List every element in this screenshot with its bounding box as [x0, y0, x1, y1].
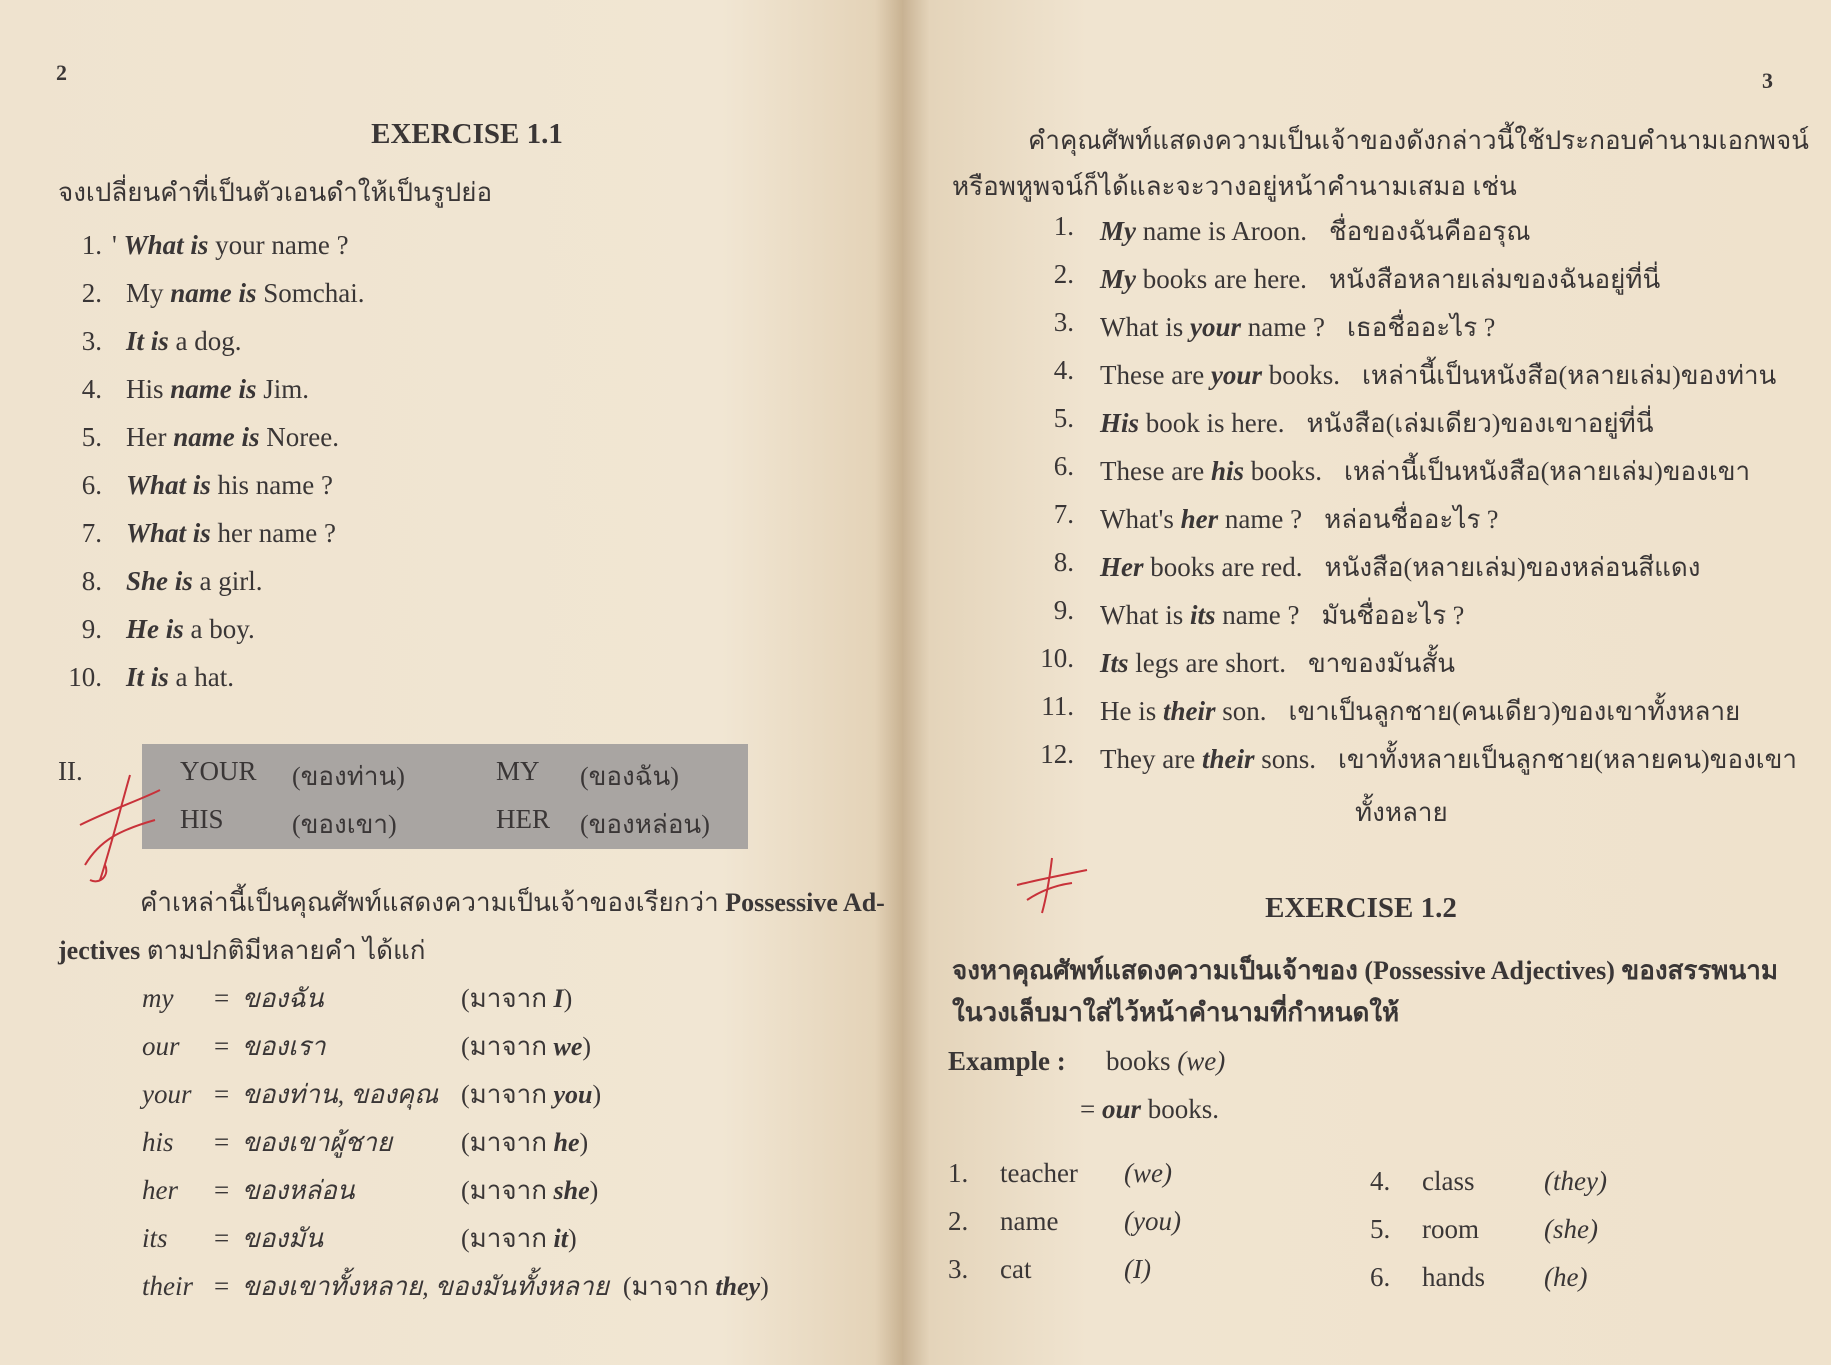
- item-number: 1.: [81, 230, 102, 260]
- text-run: What is: [1100, 600, 1190, 630]
- example-thai: เหล่านี้เป็นหนังสือ(หลายเล่ม)ของท่าน: [1361, 361, 1777, 390]
- example-number: 5.: [1053, 403, 1074, 433]
- example-number: 11.: [1041, 691, 1074, 721]
- text-run: name is: [170, 374, 257, 404]
- example-text: [1100, 552, 1302, 583]
- text-run: It is: [126, 662, 169, 692]
- exercise-number: 4.: [1370, 1166, 1391, 1196]
- text-run: (มาจาก: [461, 1176, 554, 1205]
- example-text: [1100, 360, 1340, 391]
- text-run: What is: [126, 470, 211, 500]
- example-thai: เธอชื่ออะไร ?: [1346, 313, 1496, 342]
- equals-sign: =: [214, 1031, 230, 1061]
- text-run: a boy.: [183, 614, 255, 644]
- item-text: [126, 566, 263, 597]
- text-run: (มาจาก: [622, 1272, 716, 1301]
- pronoun-word: their: [142, 1271, 193, 1301]
- item-text: [126, 614, 255, 645]
- paragraph-line: [140, 882, 885, 923]
- exercise-title: EXERCISE 1.1: [371, 118, 563, 150]
- text-run: (มาจาก: [461, 1224, 554, 1253]
- item-text: [126, 470, 333, 501]
- source-pronoun: [461, 978, 572, 1019]
- text-run: he: [553, 1128, 580, 1157]
- item-number: 8.: [81, 566, 102, 596]
- exercise-pronoun: (you): [1124, 1206, 1181, 1236]
- text-run: My: [1100, 216, 1136, 246]
- text-run: her: [1180, 504, 1219, 534]
- text-run: (we): [1177, 1046, 1226, 1076]
- text-run: legs are short.: [1128, 648, 1286, 678]
- example-question: [1106, 1046, 1225, 1077]
- pronoun-word: your: [142, 1079, 192, 1109]
- example-text: [1100, 264, 1307, 295]
- text-run: My: [1100, 264, 1136, 294]
- text-run: name ?: [1241, 312, 1325, 342]
- text-run: books: [1106, 1046, 1178, 1076]
- box-thai: (ของเขา): [292, 810, 397, 839]
- example-text: [1100, 696, 1267, 727]
- text-run: your: [1189, 312, 1241, 342]
- paragraph-line: [58, 930, 426, 971]
- exercise-number: 3.: [948, 1254, 969, 1284]
- red-pen-mark-icon: [1012, 855, 1092, 915]
- right-page: [902, 0, 1831, 1365]
- text-run: their: [1201, 744, 1255, 774]
- text-run: His: [126, 374, 171, 404]
- example-row: [1100, 643, 1455, 684]
- text-run: Somchai.: [256, 278, 365, 308]
- item-text: [126, 278, 365, 309]
- text-run: name ?: [1218, 504, 1303, 534]
- example-text: [1100, 504, 1302, 535]
- text-run: jectives: [58, 936, 141, 965]
- thai-meaning: ของท่าน, ของคุณ: [242, 1080, 439, 1109]
- item-text: [126, 374, 309, 405]
- text-run: books.: [1261, 360, 1340, 390]
- source-pronoun: [461, 1026, 591, 1067]
- equals-sign: =: [214, 1271, 230, 1301]
- pronoun-word: its: [142, 1223, 168, 1253]
- source-pronoun: [461, 1170, 598, 1211]
- text-run: name ?: [1215, 600, 1300, 630]
- text-run: Her: [1100, 552, 1144, 582]
- text-run: ': [112, 230, 124, 260]
- text-run: These are: [1100, 360, 1211, 390]
- example-row: [1100, 259, 1660, 300]
- example-text: [1100, 648, 1286, 679]
- text-run: She is: [126, 566, 193, 596]
- text-run: a dog.: [168, 326, 242, 356]
- text-run: What is: [123, 230, 209, 260]
- example-row: [1100, 595, 1464, 636]
- table-row: [142, 1170, 598, 1211]
- thai-meaning: ของเขาทั้งหลาย, ของมันทั้งหลาย: [242, 1272, 609, 1301]
- example-thai: ขาของมันสั้น: [1307, 649, 1455, 678]
- example-thai: หนังสือ(หลายเล่ม)ของหล่อนสีแดง: [1324, 553, 1701, 582]
- example-text: [1100, 216, 1307, 247]
- example-number: 10.: [1040, 643, 1074, 673]
- exercise-number: 1.: [948, 1158, 969, 1188]
- text-run: It is: [126, 326, 169, 356]
- item-text: [126, 326, 242, 357]
- text-run: name is: [173, 422, 260, 452]
- example-thai: เหล่านี้เป็นหนังสือ(หลายเล่ม)ของเขา: [1343, 457, 1751, 486]
- thai-meaning: ของหล่อน: [242, 1176, 355, 1205]
- example-row: [1100, 547, 1700, 588]
- example-number: 8.: [1053, 547, 1074, 577]
- item-number: 3.: [81, 326, 102, 356]
- text-run: His: [1100, 408, 1140, 438]
- text-run: ตามปกติมีหลายคำ ได้แก่: [140, 936, 426, 965]
- item-number: 2.: [81, 278, 102, 308]
- exercise-noun: hands: [1422, 1262, 1485, 1292]
- text-run: a hat.: [168, 662, 235, 692]
- example-number: 3.: [1053, 307, 1074, 337]
- text-run: book is here.: [1139, 408, 1285, 438]
- item-number: 7.: [81, 518, 102, 548]
- text-run: (มาจาก: [461, 1080, 554, 1109]
- text-run: Noree.: [259, 422, 339, 452]
- source-pronoun: [461, 1122, 588, 1163]
- text-run: ): [563, 984, 573, 1013]
- text-run: a girl.: [192, 566, 263, 596]
- table-row: [142, 1026, 591, 1067]
- item-number: 6.: [81, 470, 102, 500]
- text-run: ): [592, 1080, 602, 1109]
- intro-line: หรือพหูพจน์ก็ได้และจะวางอยู่หน้าคำนามเสมอ เช่น: [952, 172, 1517, 201]
- example-thai: เขาเป็นลูกชาย(คนเดียว)ของเขาทั้งหลาย: [1288, 697, 1741, 726]
- example-number: 2.: [1053, 259, 1074, 289]
- thai-meaning: ของฉัน: [242, 984, 324, 1013]
- example-thai: มันชื่ออะไร ?: [1321, 601, 1465, 630]
- exercise-number: 6.: [1370, 1262, 1391, 1292]
- example-thai: ชื่อของฉันคืออรุณ: [1328, 217, 1531, 246]
- text-run: What is: [126, 518, 211, 548]
- example-thai: เขาทั้งหลายเป็นลูกชาย(หลายคน)ของเขา: [1337, 745, 1798, 774]
- exercise-noun: cat: [1000, 1254, 1032, 1284]
- example-row: [1100, 403, 1654, 444]
- text-run: Jim.: [256, 374, 310, 404]
- example-thai: หล่อนชื่ออะไร ?: [1324, 505, 1499, 534]
- example-label: Example :: [948, 1046, 1066, 1076]
- text-run: books.: [1243, 456, 1322, 486]
- section-number: II.: [58, 756, 83, 786]
- example-row: [1100, 739, 1797, 780]
- exercise-noun: room: [1422, 1214, 1479, 1244]
- thai-meaning: ของเรา: [242, 1032, 326, 1061]
- table-row: [142, 1218, 577, 1259]
- exercise-number: 5.: [1370, 1214, 1391, 1244]
- text-run: son.: [1215, 696, 1267, 726]
- exercise-noun: class: [1422, 1166, 1475, 1196]
- item-number: 5.: [81, 422, 102, 452]
- box-thai: (ของท่าน): [292, 762, 405, 791]
- text-run: What is: [1100, 312, 1190, 342]
- source-pronoun: [461, 1074, 601, 1115]
- box-thai: (ของหล่อน): [580, 810, 710, 839]
- example-text: [1100, 600, 1299, 631]
- table-row: [142, 1074, 601, 1115]
- text-run: ): [567, 1224, 577, 1253]
- equals-sign: =: [214, 1079, 230, 1109]
- text-run: books.: [1141, 1094, 1220, 1124]
- text-run: ): [579, 1128, 589, 1157]
- text-run: sons.: [1254, 744, 1316, 774]
- text-run: name is: [170, 278, 257, 308]
- text-run: we: [553, 1032, 583, 1061]
- text-run: ): [760, 1272, 769, 1301]
- text-run: her name ?: [210, 518, 336, 548]
- text-run: his name ?: [210, 470, 334, 500]
- exercise-pronoun: (I): [1124, 1254, 1151, 1284]
- table-row: [142, 1122, 588, 1163]
- text-run: What's: [1100, 504, 1181, 534]
- exercise-pronoun: (she): [1544, 1214, 1598, 1244]
- example-answer: [1080, 1094, 1219, 1125]
- example-text: [1100, 408, 1284, 439]
- pronoun-word: my: [142, 983, 174, 1013]
- pronoun-word: our: [142, 1031, 180, 1061]
- text-run: it: [553, 1224, 568, 1253]
- text-run: ): [582, 1032, 592, 1061]
- text-run: their: [1163, 696, 1216, 726]
- example-number: 4.: [1053, 355, 1074, 385]
- text-run: จงหาคุณศัพท์แสดงความเป็นเจ้าของ (Possessive Adjectives) ของสรรพนาม: [952, 956, 1778, 985]
- equals-sign: =: [214, 1223, 230, 1253]
- exercise-number: 2.: [948, 1206, 969, 1236]
- example-number: 7.: [1053, 499, 1074, 529]
- exercise-instruction: ในวงเล็บมาใส่ไว้หน้าคำนามที่กำหนดให้: [952, 998, 1400, 1027]
- text-run: My: [126, 278, 171, 308]
- example-thai: หนังสือ(เล่มเดียว)ของเขาอยู่ที่นี่: [1306, 409, 1654, 438]
- text-run: your: [1210, 360, 1262, 390]
- exercise-noun: teacher: [1000, 1158, 1078, 1188]
- text-run: (มาจาก: [461, 1128, 554, 1157]
- text-run: you: [553, 1080, 593, 1109]
- text-run: books are here.: [1136, 264, 1307, 294]
- text-run: books are red.: [1143, 552, 1303, 582]
- equals-sign: =: [214, 1127, 230, 1157]
- box-word: HIS: [180, 804, 224, 834]
- text-run: they: [715, 1272, 761, 1301]
- example-row: [1100, 211, 1531, 252]
- text-run: I: [553, 984, 564, 1013]
- text-run: They are: [1100, 744, 1202, 774]
- source-pronoun: [623, 1266, 769, 1307]
- thai-meaning: ของเขาผู้ชาย: [242, 1128, 393, 1157]
- text-run: ): [589, 1176, 599, 1205]
- intro-line: คำคุณศัพท์แสดงความเป็นเจ้าของดังกล่าวนี้ใช้ประกอบคำนามเอกพจน์: [1028, 126, 1809, 155]
- item-text: [112, 230, 349, 261]
- pronoun-word: his: [142, 1127, 174, 1157]
- text-run: his: [1210, 456, 1244, 486]
- example-row: [1100, 451, 1750, 492]
- text-run: (มาจาก: [461, 1032, 554, 1061]
- pronoun-word: her: [142, 1175, 178, 1205]
- example-thai: หนังสือหลายเล่มของฉันอยู่ที่นี่: [1328, 265, 1661, 294]
- item-number: 10.: [68, 662, 102, 692]
- text-run: These are: [1100, 456, 1211, 486]
- text-run: คำเหล่านี้เป็นคุณศัพท์แสดงความเป็นเจ้าของเรียกว่า: [140, 888, 726, 917]
- text-run: He is: [126, 614, 184, 644]
- red-pen-mark-icon: [70, 770, 170, 890]
- text-run: its: [1189, 600, 1216, 630]
- table-row: [142, 978, 572, 1019]
- example-text: [1100, 456, 1322, 487]
- example-text: [1100, 312, 1325, 343]
- text-run: your name ?: [208, 230, 349, 260]
- item-text: [126, 662, 234, 693]
- item-text: [126, 422, 339, 453]
- page-number: 3: [1762, 68, 1773, 93]
- exercise-noun: name: [1000, 1206, 1059, 1236]
- exercise-pronoun: (they): [1544, 1166, 1607, 1196]
- box-word: YOUR: [180, 756, 257, 786]
- text-run: Its: [1100, 648, 1129, 678]
- item-text: [126, 518, 336, 549]
- example-number: 9.: [1053, 595, 1074, 625]
- box-word: MY: [496, 756, 540, 786]
- item-number: 4.: [81, 374, 102, 404]
- text-run: Possessive Ad-: [725, 888, 885, 917]
- page-number: 2: [56, 60, 67, 85]
- exercise-instruction: [952, 950, 1778, 991]
- text-run: Her: [126, 422, 174, 452]
- box-word: HER: [496, 804, 550, 834]
- example-text: [1100, 744, 1316, 775]
- exercise-instruction: จงเปลี่ยนคำที่เป็นตัวเอนดำให้เป็นรูปย่อ: [58, 178, 493, 207]
- table-row: [142, 1266, 769, 1307]
- example-row: [1100, 499, 1498, 540]
- example-continuation: ทั้งหลาย: [1355, 798, 1448, 827]
- example-number: 12.: [1040, 739, 1074, 769]
- example-number: 1.: [1053, 211, 1074, 241]
- example-row: [1100, 691, 1740, 732]
- text-run: our: [1101, 1094, 1142, 1124]
- equals-sign: =: [214, 983, 230, 1013]
- example-number: 6.: [1053, 451, 1074, 481]
- text-run: =: [1080, 1094, 1102, 1124]
- example-row: [1100, 355, 1776, 396]
- item-number: 9.: [81, 614, 102, 644]
- text-run: (มาจาก: [461, 984, 554, 1013]
- exercise-title: EXERCISE 1.2: [1265, 892, 1457, 924]
- exercise-pronoun: (we): [1124, 1158, 1172, 1188]
- text-run: He is: [1100, 696, 1163, 726]
- source-pronoun: [461, 1218, 577, 1259]
- text-run: name is Aroon.: [1136, 216, 1307, 246]
- text-run: she: [553, 1176, 590, 1205]
- exercise-pronoun: (he): [1544, 1262, 1588, 1292]
- example-row: [1100, 307, 1495, 348]
- equals-sign: =: [214, 1175, 230, 1205]
- box-thai: (ของฉัน): [580, 762, 679, 791]
- thai-meaning: ของมัน: [242, 1224, 323, 1253]
- left-page: [0, 0, 902, 1365]
